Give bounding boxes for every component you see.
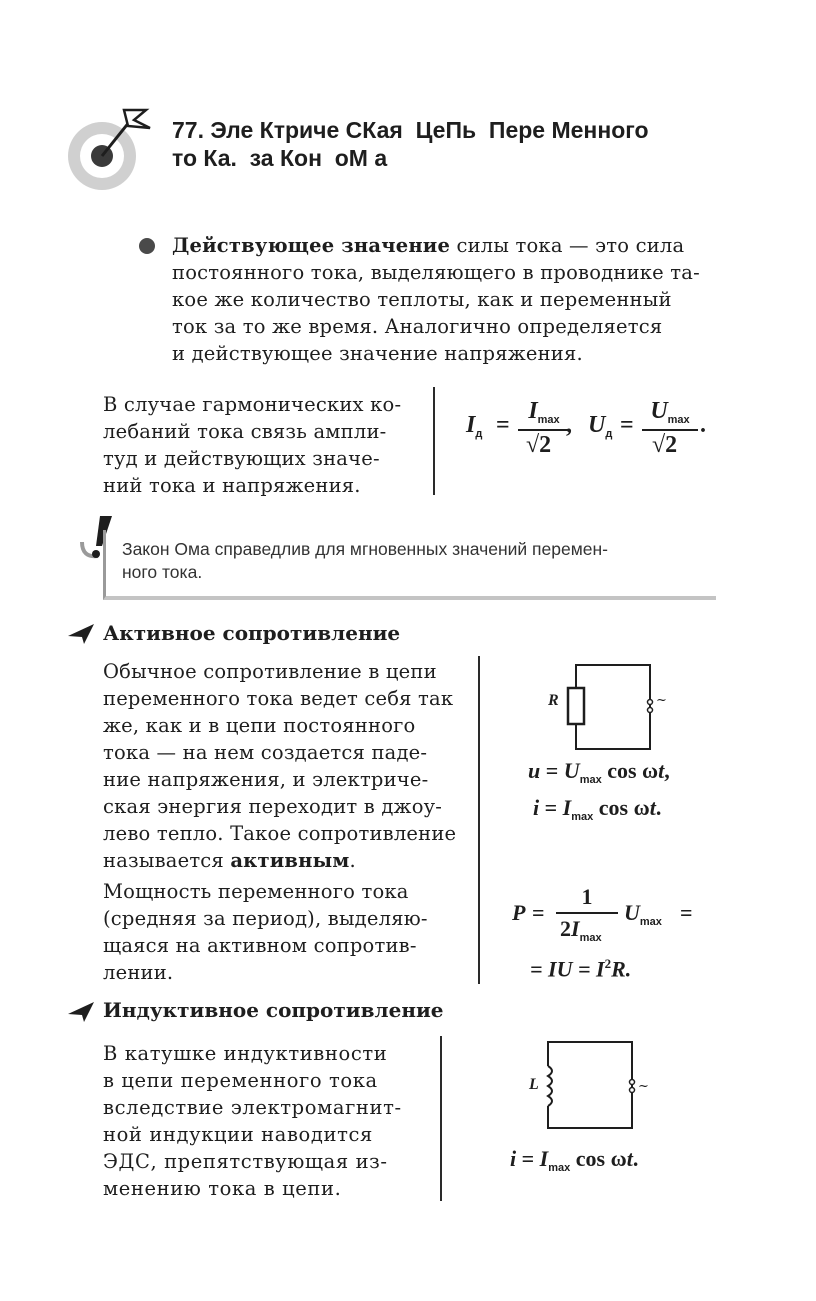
target-dart-icon [62, 106, 152, 196]
power-paragraph: Мощность переменного тока (средняя за период), выделяю- щаяся на активном сопротив- лении. [103, 880, 428, 984]
divider-inductive [440, 1036, 442, 1201]
definition-paragraph: Действующее значение силы тока — это сила постоянного тока, выделяющего в проводнике та- кое же количество теплоты, как и переменный ток за то же время. Аналогично определяется и действующее значение напряжения. [172, 234, 700, 365]
inductive-current-formula: $i = I_{max}$ cos ωt. [510, 1146, 639, 1174]
chapter-title [172, 116, 649, 172]
ac-source-symbol: ~ [638, 1079, 649, 1094]
divider-harmonic [433, 387, 435, 495]
divider-active [478, 656, 480, 984]
arrow-marker-icon [66, 622, 96, 646]
active-heading: Активное сопротивление [103, 621, 401, 645]
bullet-dot-icon [139, 238, 155, 254]
note-text: Закон Ома справедлив для мгновенных значений перемен- ного тока. [122, 539, 608, 582]
current-formula: $i = I_{max}$ cos ωt. [533, 795, 662, 823]
definition-term: Действующее значение [172, 234, 451, 257]
ac-source-symbol: ~ [656, 693, 667, 708]
power-formula: P = 1 $2I_{max}$ $U_{max}$ = = IU = $I^2R$. [512, 884, 693, 982]
inductive-paragraph: В катушке индуктивности в цепи переменного тока вследствие электромагнит- ной индукции наводится ЭДС, препятствующая из- менению тока в цепи. [103, 1042, 402, 1200]
voltage-formula: $u = U_{max}$ cos ωt, [528, 758, 670, 786]
rms-formula: $I_д$ = $I_{max}$ √2 , $U_д$ = $U_{max}$ √2 . [466, 398, 706, 458]
resistor-label: R [548, 692, 559, 709]
arrow-marker-icon [66, 1000, 96, 1024]
chapter-title-line1: Эле Ктриче СКая ЦеПь Пере Менного [210, 117, 649, 143]
harmonic-paragraph: В случае гармонических ко- лебаний тока связь ампли- туд и действующих значе- ний тока и напряжения. [103, 393, 402, 497]
active-paragraph: Обычное сопротивление в цепи переменного тока ведет себя так же, как и в цепи постоянного тока — на нем создается паде- ние напряжения, и электриче- ская энергия переходит в джоу- лево тепло. Такое сопротивление называется активным. [103, 660, 457, 872]
chapter-title-line2: то Ка. за Кон оМ а [172, 145, 388, 171]
inductive-heading: Индуктивное сопротивление [103, 998, 444, 1022]
inductor-label: L [529, 1076, 539, 1093]
chapter-number: 77. [172, 117, 204, 143]
active-term: активным [230, 849, 350, 872]
